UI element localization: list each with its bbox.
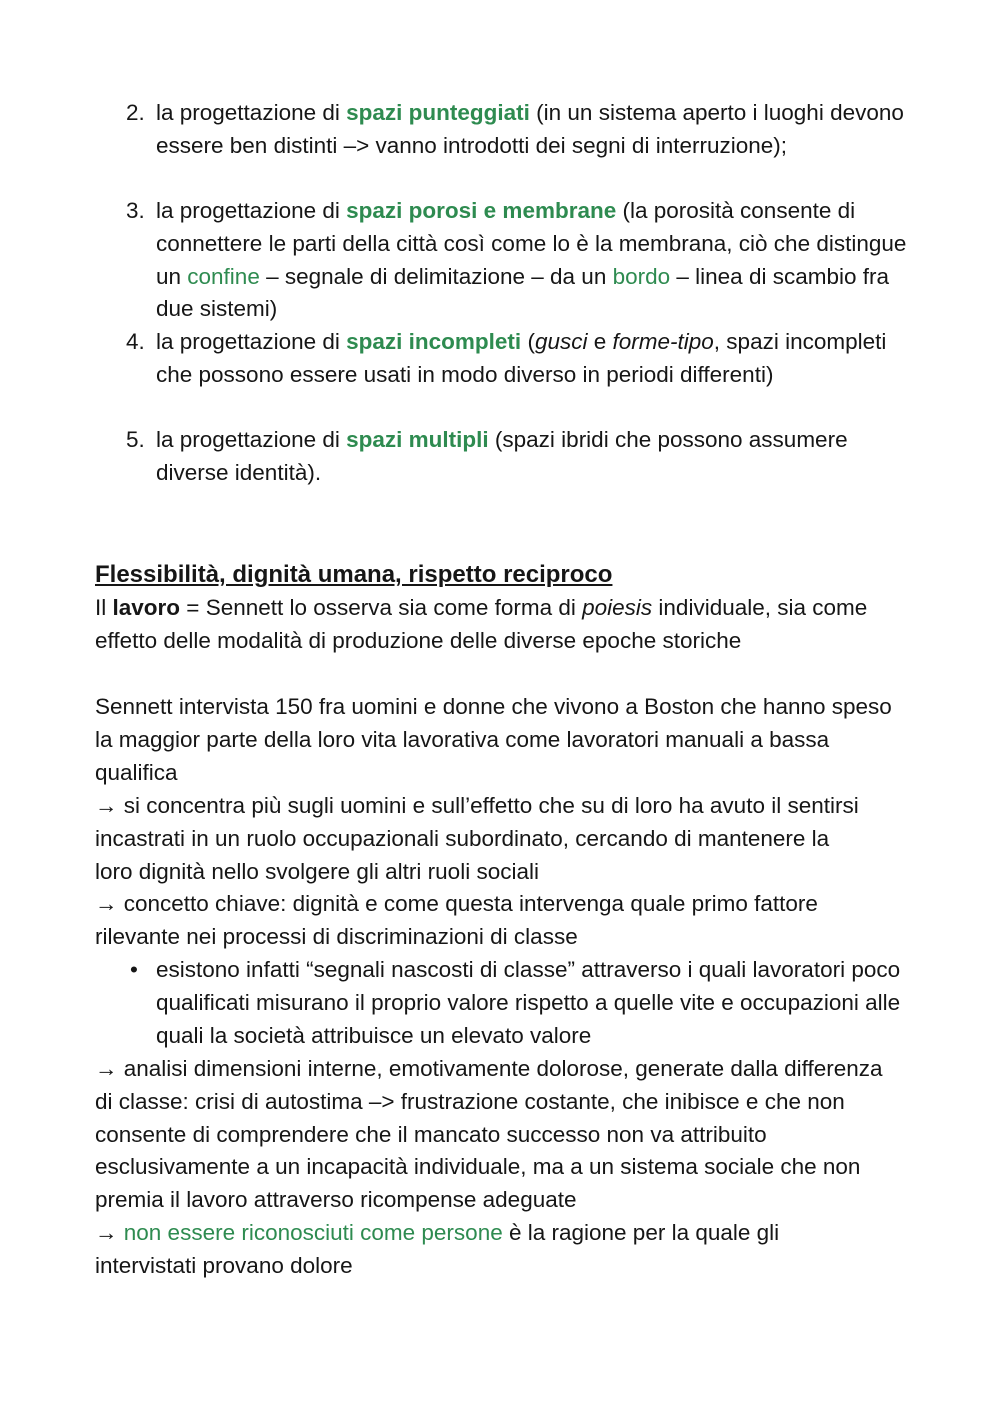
item-text: la progettazione di	[156, 427, 347, 452]
highlight-word: bordo	[612, 263, 671, 289]
item-text: la progettazione di	[156, 100, 347, 125]
italic-term: forme-tipo	[612, 329, 714, 354]
paragraph-interviews: Sennett intervista 150 fra uomini e donne che vivono a Boston che hanno speso la maggior parte della loro vita lavorativa come lavoratori manuali a bassa qualifica	[95, 694, 892, 785]
highlight-word: confine	[187, 263, 260, 289]
paragraph-arrow-4	[95, 1217, 855, 1283]
item-text: (in un sistema aperto i luoghi devono essere ben distinti –> vanno introdotti dei segni di interruzione);	[156, 100, 904, 158]
paragraph-text: = Sennett lo osserva sia come forma di	[180, 595, 583, 620]
section-heading: Flessibilità, dignità umana, rispetto reciproco	[95, 561, 613, 588]
list-item	[95, 195, 925, 326]
item-text: e	[587, 329, 613, 354]
paragraph-text: individuale, sia come effetto delle modalità di produzione delle diverse epoche storiche	[95, 595, 868, 653]
item-text: – linea di scambio fra due sistemi)	[156, 263, 889, 322]
bullet-icon: •	[130, 957, 138, 982]
item-text: (	[521, 329, 535, 354]
paragraph-arrow-3: → analisi dimensioni interne, emotivamente dolorose, generate dalla differenza di classe: crisi di autostima –> frustrazione costante, che inibisce e che non consente di comprendere che il mancato successo non va attribuito esclusivamente a un incapacità individuale, ma a un sistema sociale che non premia il lavoro attraverso ricompense adeguate	[95, 1056, 883, 1213]
paragraph-text: è la ragione per la quale gli intervistati provano dolore	[95, 1220, 780, 1278]
paragraph-lavoro	[95, 592, 915, 658]
list-item	[95, 424, 925, 490]
highlight-term: spazi incompleti	[346, 329, 522, 354]
list-number: 5.	[126, 427, 145, 452]
italic-term: poiesis	[582, 595, 653, 620]
paragraph-text: Il	[95, 595, 113, 620]
item-text: la progettazione di	[156, 329, 347, 354]
design-principles-list	[95, 97, 925, 490]
item-text: la progettazione di	[156, 198, 347, 223]
bullet-text: esistono infatti “segnali nascosti di classe” attraverso i quali lavoratori poco qualificati misurano il proprio valore rispetto a quelle vite e occupazioni alle quali la società attribuisce un elevato valore	[156, 957, 901, 1048]
highlight-phrase: non essere riconosciuti come persone	[123, 1220, 503, 1245]
list-item	[95, 97, 925, 195]
list-number: 2.	[126, 100, 145, 125]
bold-term: lavoro	[112, 595, 181, 620]
item-text: , spazi incompleti che possono essere usati in modo diverso in periodi differenti)	[156, 329, 887, 387]
item-text: – segnale di delimitazione – da un	[259, 263, 613, 289]
italic-term: gusci	[534, 329, 588, 354]
paragraph-arrow-2: → concetto chiave: dignità e come questa intervenga quale primo fattore rilevante nei processi di discriminazioni di classe	[95, 891, 818, 949]
bullet-item	[95, 954, 915, 1052]
highlight-term: spazi porosi e membrane	[346, 198, 617, 223]
list-number: 3.	[126, 198, 145, 223]
item-text: (spazi ibridi che possono assumere diverse identità).	[156, 427, 848, 485]
list-number: 4.	[126, 329, 145, 354]
item-text: (la porosità consente di connettere le parti della città così come lo è la membrana, ciò che distingue un	[156, 198, 907, 289]
highlight-term: spazi punteggiati	[346, 100, 530, 125]
list-item	[95, 326, 925, 424]
paragraph-arrow-1: → si concentra più sugli uomini e sull’effetto che su di loro ha avuto il sentirsi incastrati in un ruolo occupazionali subordinato, cercando di mantenere la loro dignità nello svolgere gli altri ruoli sociali	[95, 793, 859, 884]
highlight-term: spazi multipli	[346, 427, 489, 452]
arrow-icon: →	[95, 1220, 124, 1245]
